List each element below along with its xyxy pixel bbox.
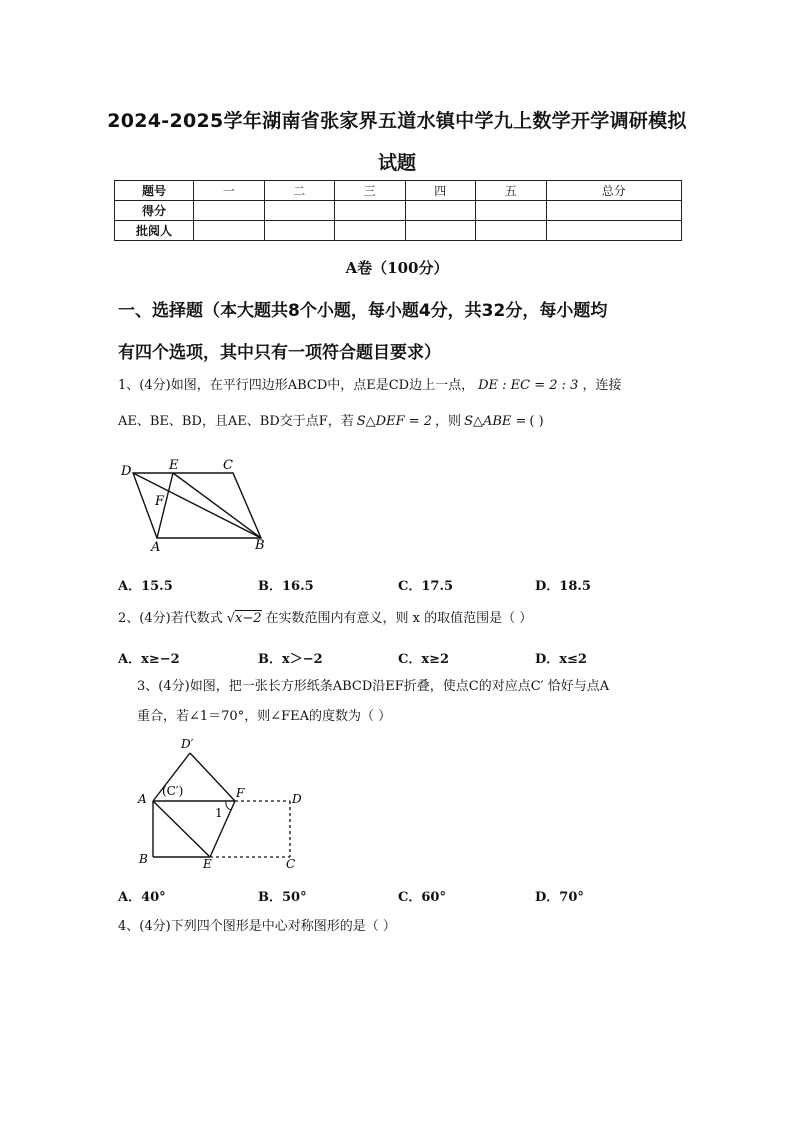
option-b[interactable]: B．16.5 xyxy=(258,579,314,594)
score-cell[interactable] xyxy=(264,201,335,221)
segment-d-prime-f xyxy=(190,753,235,801)
score-table-header: 三 xyxy=(335,181,406,201)
score-table-header-row xyxy=(115,181,682,201)
segment-bd xyxy=(133,473,261,538)
question-text: 如图，把一张长方形纸条ABCD沿EF折叠，使点C的对应点C′ 恰好与点A xyxy=(189,679,610,694)
question-3-line2: 重合，若∠1＝70°，则∠FEA的度数为（ ） xyxy=(137,709,392,724)
section-heading-line2: 有四个选项，其中只有一项符合题目要求） xyxy=(118,343,441,363)
score-table-header: 总分 xyxy=(546,181,682,201)
question-number: 4、(4分) xyxy=(118,919,171,934)
paper-section-title: A卷（100分） xyxy=(345,259,449,277)
page-title-line2: 试题 xyxy=(377,152,416,174)
page-title-line1: 2024-2025学年湖南省张家界五道水镇中学九上数学开学调研模拟 xyxy=(107,110,687,132)
score-row-label: 批阅人 xyxy=(115,221,194,241)
question-text: 下列四个图形是中心对称图形的是（ ） xyxy=(170,919,396,934)
option-c[interactable]: C．x≥2 xyxy=(398,652,450,667)
label-c: C xyxy=(286,857,296,871)
label-b: B xyxy=(255,538,265,553)
option-c[interactable]: C．17.5 xyxy=(398,579,454,594)
question-number: 1、(4分) xyxy=(118,378,171,393)
question-text: 如图，在平行四边形ABCD中，点E是CD边上一点， xyxy=(170,378,475,393)
question-text: AE、BE、BD，且AE、BD交于点F，若 xyxy=(118,414,354,429)
option-b[interactable]: B．x＞−2 xyxy=(258,652,323,667)
question-text: 在实数范围内有意义，则 x 的取值范围是（ ） xyxy=(265,611,533,626)
question-2 xyxy=(118,610,688,628)
score-cell[interactable] xyxy=(335,221,406,241)
square-root-expression: √x−2 xyxy=(226,611,262,626)
label-b: B xyxy=(139,852,148,866)
option-a[interactable]: A．40° xyxy=(118,890,166,905)
label-f: F xyxy=(236,786,245,800)
given-area-formula: S△DEF = 2 xyxy=(356,414,433,429)
label-a: A xyxy=(151,540,161,555)
score-table-row xyxy=(115,221,682,241)
label-d: D xyxy=(292,792,302,806)
score-cell[interactable] xyxy=(546,221,682,241)
score-table-header: 一 xyxy=(194,181,265,201)
label-e: E xyxy=(203,857,212,871)
angle-1-arc xyxy=(226,801,231,810)
score-table-header: 二 xyxy=(264,181,335,201)
score-cell[interactable] xyxy=(264,221,335,241)
score-cell[interactable] xyxy=(476,221,547,241)
segment-ae xyxy=(153,801,210,857)
option-b[interactable]: B．50° xyxy=(258,890,307,905)
question-1-line2 xyxy=(118,413,688,431)
question-4 xyxy=(118,918,688,936)
ratio-formula: DE : EC = 2 : 3 xyxy=(478,378,579,393)
score-table xyxy=(114,180,682,241)
label-e: E xyxy=(169,458,179,473)
option-a[interactable]: A．15.5 xyxy=(118,579,173,594)
folded-rectangle-figure xyxy=(135,735,310,875)
score-table-header: 五 xyxy=(476,181,547,201)
score-table-header: 四 xyxy=(405,181,476,201)
radicand: x−2 xyxy=(235,611,262,626)
score-cell[interactable] xyxy=(476,201,547,221)
question-text: 若代数式 xyxy=(170,611,223,626)
label-angle-1: 1 xyxy=(215,806,223,820)
question-1-line1 xyxy=(118,377,688,395)
score-cell[interactable] xyxy=(405,201,476,221)
asked-area-formula: S△ABE = xyxy=(464,414,527,429)
section-heading-line1: 一、选择题（本大题共8个小题，每小题4分，共32分，每小题均 xyxy=(118,301,608,321)
question-text: ，则 xyxy=(435,414,462,429)
score-cell[interactable] xyxy=(335,201,406,221)
segment-be xyxy=(173,473,261,538)
option-d[interactable]: D．18.5 xyxy=(535,579,591,594)
label-f: F xyxy=(155,494,165,509)
score-table-row xyxy=(115,201,682,221)
label-a: A xyxy=(138,792,147,806)
label-c-prime: (C′) xyxy=(162,784,184,798)
parallelogram-figure xyxy=(115,455,275,555)
label-c: C xyxy=(223,458,233,473)
option-d[interactable]: D．x≤2 xyxy=(535,652,587,667)
score-cell[interactable] xyxy=(405,221,476,241)
option-c[interactable]: C．60° xyxy=(398,890,446,905)
score-cell[interactable] xyxy=(194,221,265,241)
score-cell[interactable] xyxy=(546,201,682,221)
label-d-prime: D′ xyxy=(181,737,194,751)
option-d[interactable]: D．70° xyxy=(535,890,584,905)
score-row-label: 得分 xyxy=(115,201,194,221)
option-a[interactable]: A．x≥−2 xyxy=(118,652,180,667)
question-number: 2、(4分) xyxy=(118,611,171,626)
answer-blank: ( ) xyxy=(529,414,544,429)
score-table-header: 题号 xyxy=(115,181,194,201)
question-number: 3、(4分) xyxy=(137,679,190,694)
label-d: D xyxy=(121,464,132,479)
question-3-line1 xyxy=(137,678,687,696)
score-cell[interactable] xyxy=(194,201,265,221)
question-text: ，连接 xyxy=(582,378,622,393)
